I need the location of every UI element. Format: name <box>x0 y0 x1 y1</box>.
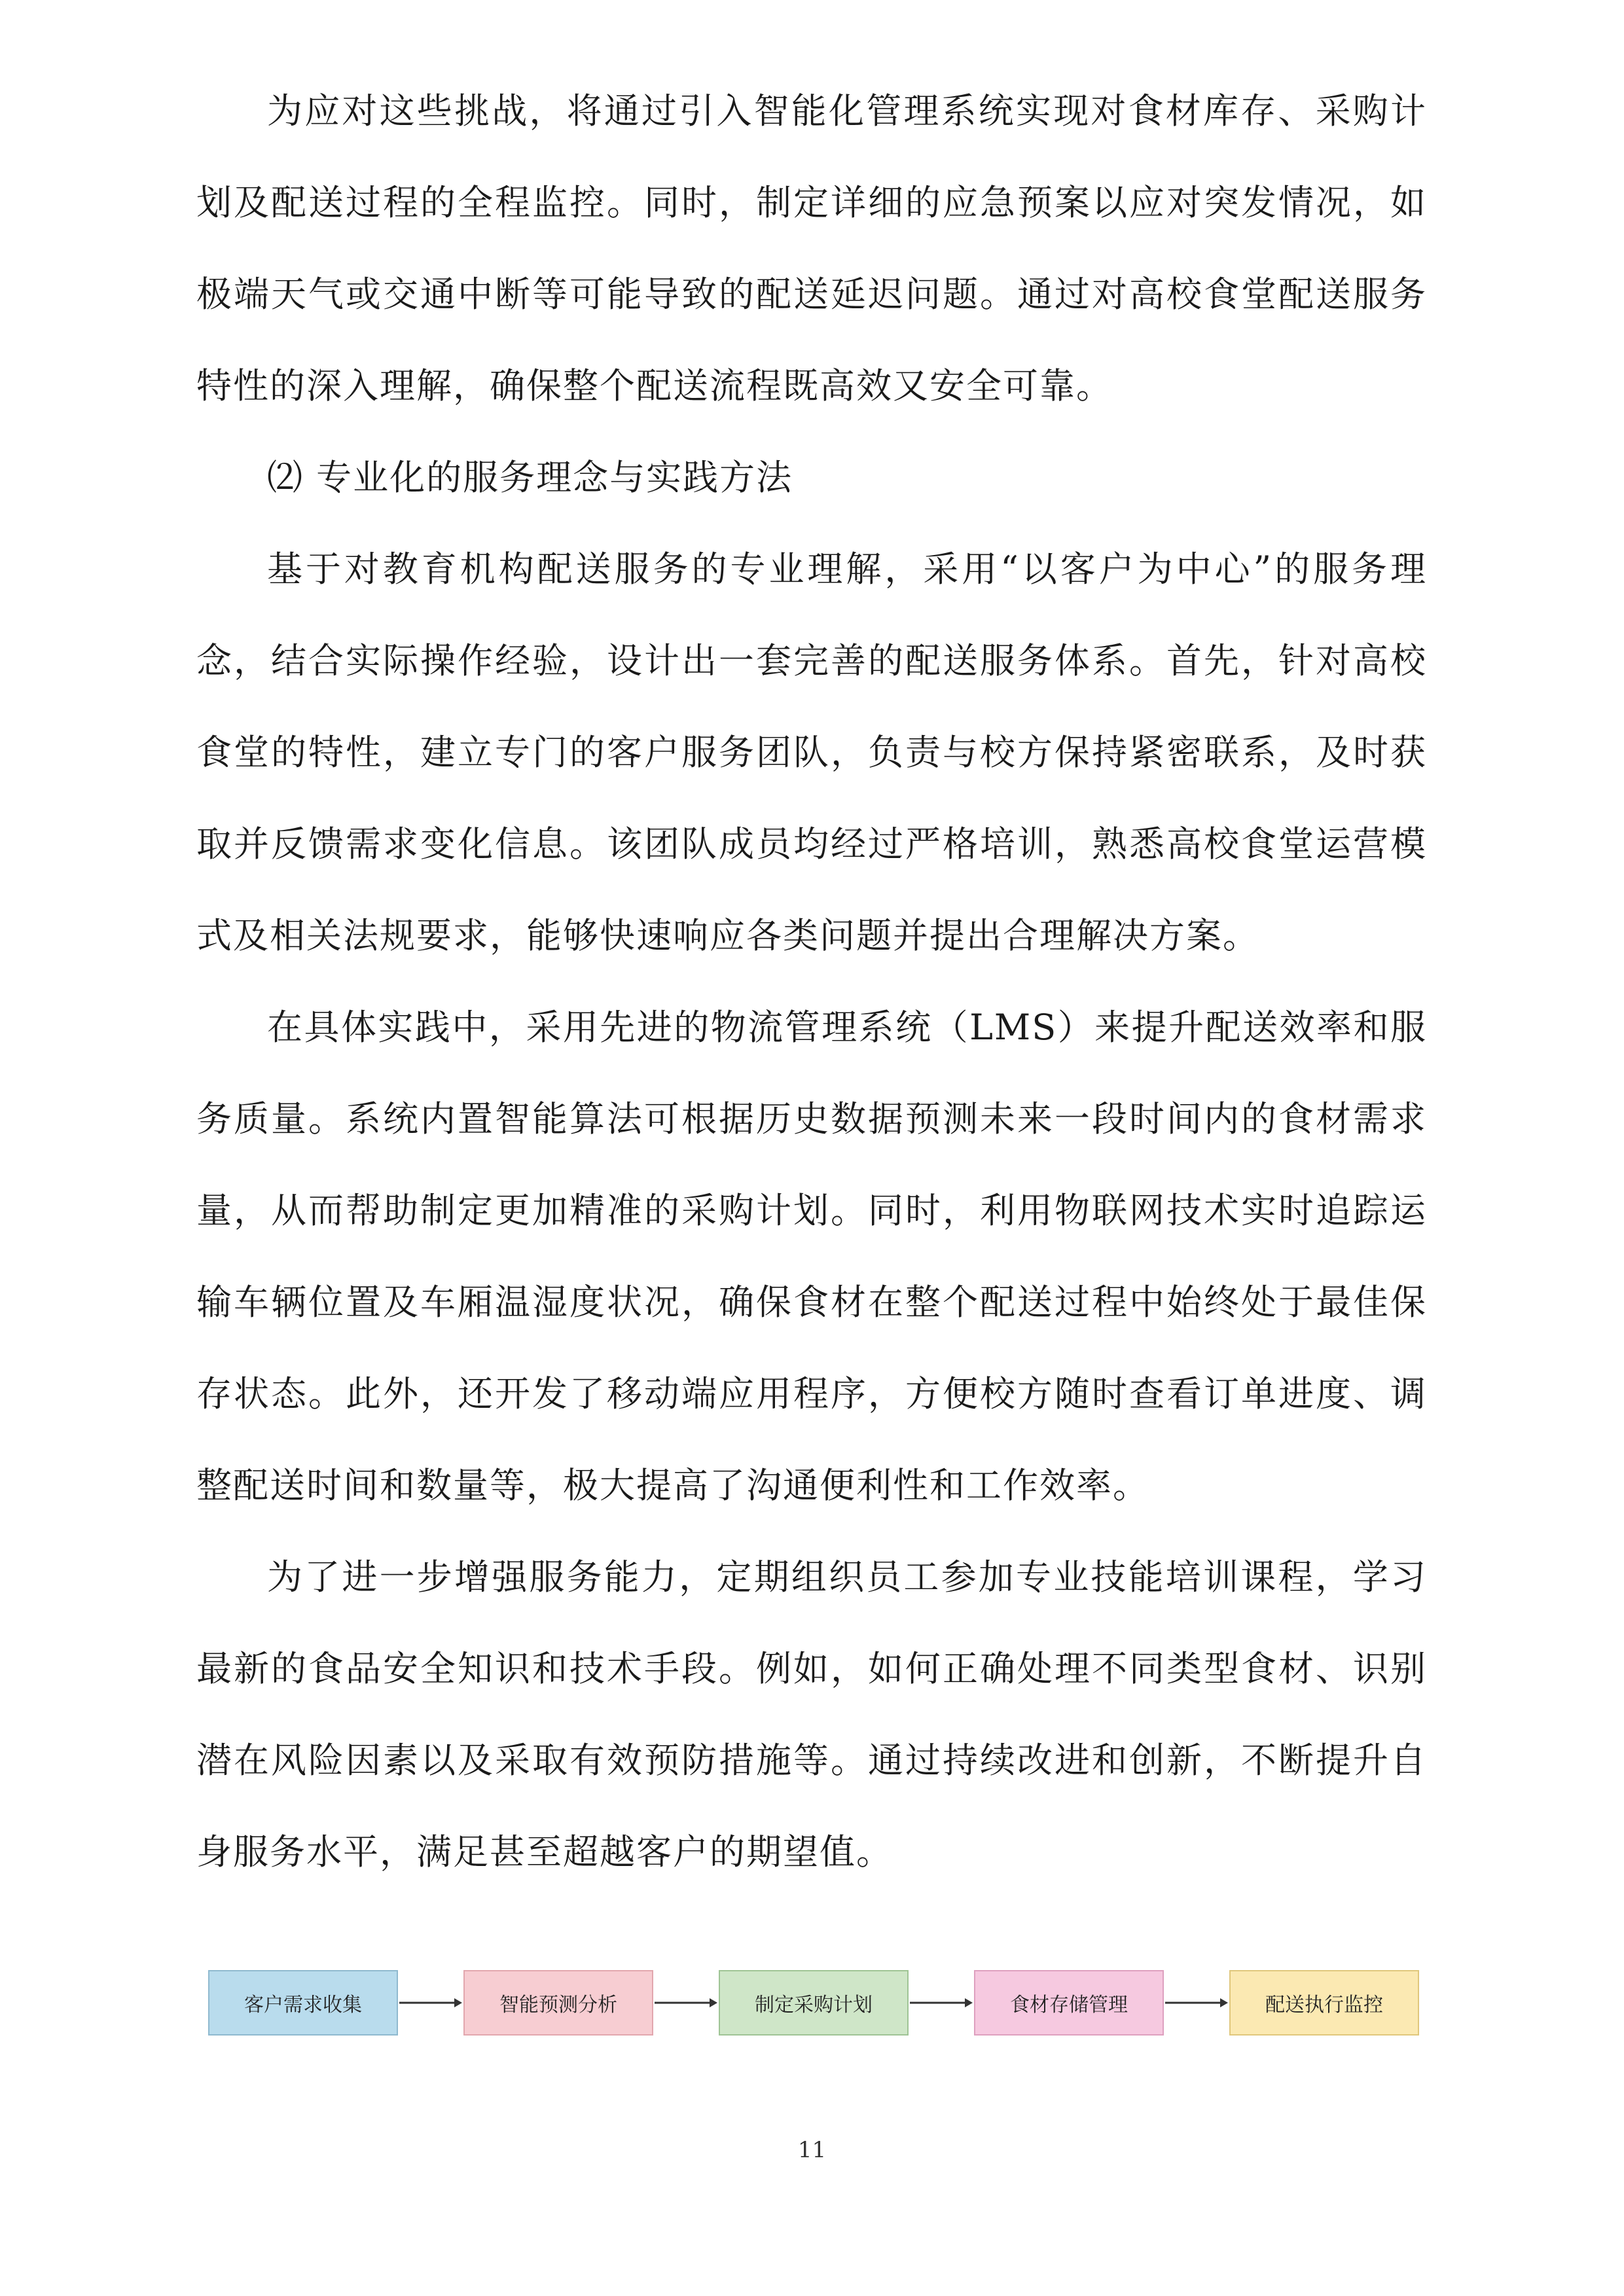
flow-step-label: 制定采购计划 <box>755 1994 873 2017</box>
process-flowchart <box>208 1970 1432 2036</box>
flow-step-label: 配送执行监控 <box>1265 1994 1383 2017</box>
flow-step-3 <box>719 1970 909 2036</box>
flow-step-label: 食材存储管理 <box>1010 1994 1128 2017</box>
paragraph-2: 基于对教育机构配送服务的专业理解，采用“以客户为中心”的服务理念，结合实际操作经验，设计出一套完善的配送服务体系。首先，针对高校食堂的特性，建立专门的客户服务团队，负责与校方保持紧密联系，及时获取并反馈需求变化信息。该团队成员均经过严格培训，熟悉高校食堂运营模式及相关法规要求，能够快速响应各类问题并提出合理解决方案。 <box>196 548 1427 956</box>
flow-step-2 <box>463 1970 653 2036</box>
paragraph-1: 为应对这些挑战，将通过引入智能化管理系统实现对食材库存、采购计划及配送过程的全程监控。同时，制定详细的应急预案以应对突发情况，如极端天气或交通中断等可能导致的配送延迟问题。通过对高校食堂配送服务特性的深入理解，确保整个配送流程既高效又安全可靠。 <box>196 90 1427 406</box>
arrow-right-icon <box>398 1970 463 2036</box>
flow-step-label: 智能预测分析 <box>499 1994 617 2017</box>
arrow-right-icon <box>653 1970 719 2036</box>
flow-step-label: 客户需求收集 <box>244 1994 362 2017</box>
flow-step-1 <box>208 1970 398 2036</box>
flow-step-4 <box>974 1970 1164 2036</box>
paragraph-3: 在具体实践中，采用先进的物流管理系统（LMS）来提升配送效率和服务质量。系统内置智能算法可根据历史数据预测未来一段时间内的食材需求量，从而帮助制定更加精准的采购计划。同时，利用物联网技术实时追踪运输车辆位置及车厢温湿度状况，确保食材在整个配送过程中始终处于最佳保存状态。此外，还开发了移动端应用程序，方便校方随时查看订单进度、调整配送时间和数量等，极大提高了沟通便利性和工作效率。 <box>196 1007 1427 1506</box>
page-number: 11 <box>797 2137 827 2163</box>
arrow-right-icon <box>1164 1970 1229 2036</box>
body-text <box>196 65 1427 1898</box>
paragraph-4: 为了进一步增强服务能力，定期组织员工参加专业技能培训课程，学习最新的食品安全知识和技术手段。例如，如何正确处理不同类型食材、识别潜在风险因素以及采取有效预防措施等。通过持续改进和创新，不断提升自身服务水平，满足甚至超越客户的期望值。 <box>196 1556 1427 1873</box>
section-heading: ⑵ 专业化的服务理念与实践方法 <box>267 457 793 498</box>
arrow-right-icon <box>909 1970 974 2036</box>
flow-step-5 <box>1229 1970 1419 2036</box>
